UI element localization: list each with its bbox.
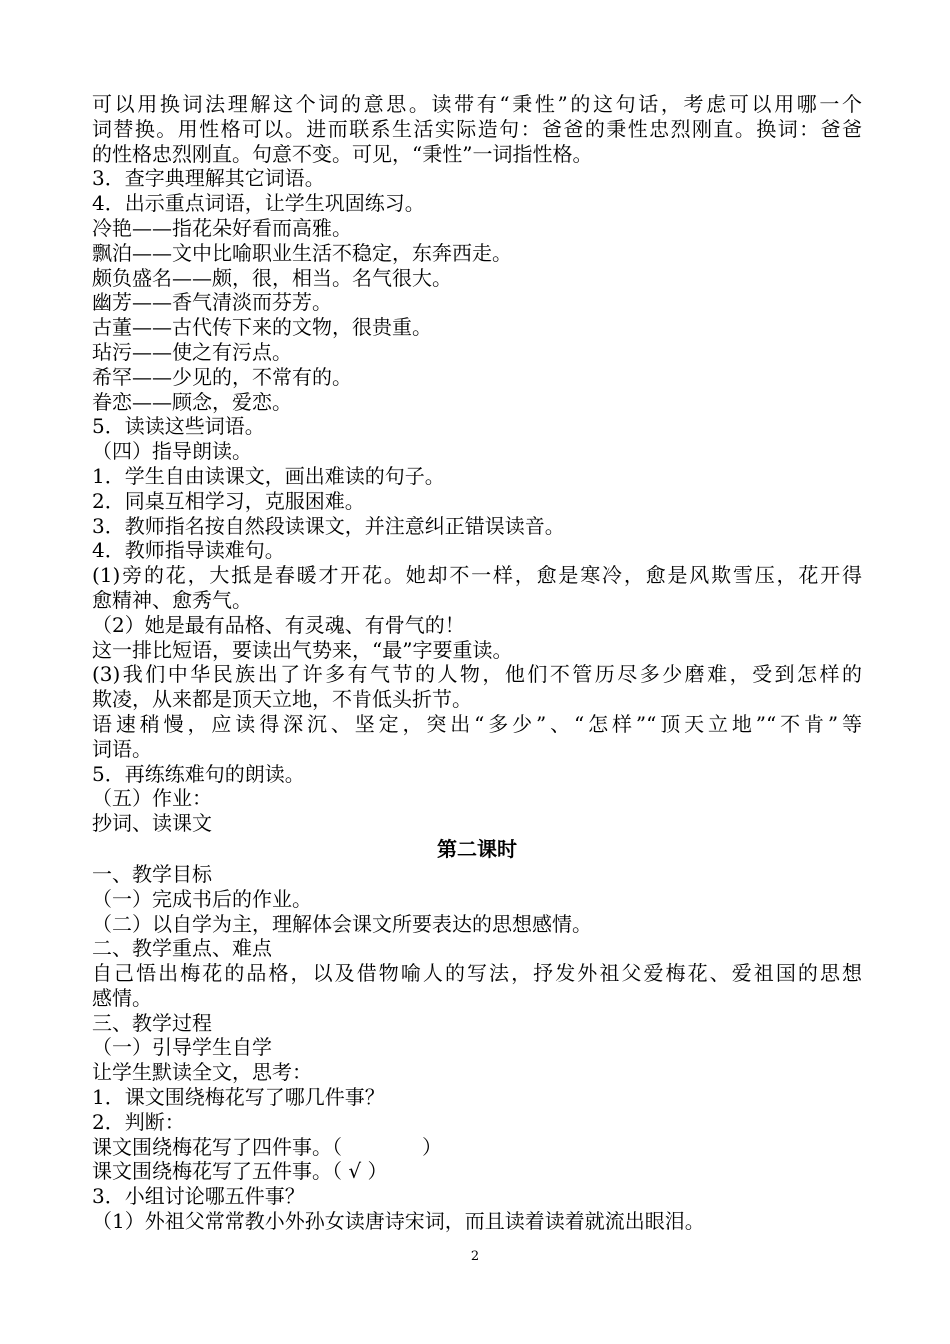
section-heading: （五）作业： <box>92 786 212 811</box>
vocabulary-item: 玷污——使之有污点。 <box>92 339 292 364</box>
list-item: 3．查字典理解其它词语。 <box>92 166 325 191</box>
paragraph-line: 词替换。用性格可以。进而联系生活实际造句：爸爸的秉性忠烈刚直。换词：爸爸 <box>92 116 862 141</box>
paragraph-line: 抄词、读课文 <box>92 811 212 836</box>
paragraph-line: 欺凌，从来都是顶天立地，不肯低头折节。 <box>92 687 472 712</box>
paragraph-line: （2）她是最有品格、有灵魂、有骨气的！ <box>92 612 465 637</box>
section-heading: （四）指导朗读。 <box>92 439 252 464</box>
section-heading: 一、教学目标 <box>92 861 212 886</box>
document-body <box>92 92 862 1234</box>
paragraph-line: 词语。 <box>92 736 152 761</box>
list-item: 4．教师指导读难句。 <box>92 538 285 563</box>
paragraph-line: (3)我们中华民族出了许多有气节的人物，他们不管历尽多少磨难，受到怎样的 <box>92 662 862 687</box>
vocabulary-item: 颇负盛名——颇，很，相当。名气很大。 <box>92 265 452 290</box>
list-item: （一）完成书后的作业。 <box>92 886 312 911</box>
vocabulary-item: 希罕——少见的，不常有的。 <box>92 364 352 389</box>
list-item: 2．判断： <box>92 1109 185 1134</box>
page-number: 2 <box>470 1249 480 1264</box>
list-item: （二）以自学为主，理解体会课文所要表达的思想感情。 <box>92 911 592 936</box>
section-heading: （一）引导学生自学 <box>92 1035 272 1060</box>
paragraph-line: 可以用换词法理解这个词的意思。读带有“秉性”的这句话，考虑可以用哪一个 <box>92 92 862 116</box>
paragraph-line: 自己悟出梅花的品格，以及借物喻人的写法，抒发外祖父爱梅花、爱祖国的思想 <box>92 961 862 986</box>
section-heading: 二、教学重点、难点 <box>92 936 272 961</box>
list-item: 3．小组讨论哪五件事？ <box>92 1184 305 1209</box>
list-item: （1）外祖父常常教小外孙女读唐诗宋词，而且读着读着就流出眼泪。 <box>92 1209 705 1234</box>
paragraph-line: 语速稍慢，应读得深沉、坚定，突出“多少”、“怎样”“顶天立地”“不肯”等 <box>92 711 862 736</box>
vocabulary-item: 冷艳——指花朵好看而高雅。 <box>92 215 352 240</box>
paragraph-line: 感情。 <box>92 985 152 1010</box>
list-item: 5．再练练难句的朗读。 <box>92 761 305 786</box>
list-item: 2．同桌互相学习，克服困难。 <box>92 488 365 513</box>
section-heading: 三、教学过程 <box>92 1010 212 1035</box>
vocabulary-item: 古董——古代传下来的文物，很贵重。 <box>92 315 432 340</box>
vocabulary-item: 飘泊——文中比喻职业生活不稳定，东奔西走。 <box>92 240 512 265</box>
vocabulary-item: 幽芳——香气清淡而芬芳。 <box>92 290 332 315</box>
paragraph-line: 这一排比短语，要读出气势来，“最”字要重读。 <box>92 637 513 662</box>
paragraph-line: 课文围绕梅花写了五件事。（ √ ） <box>92 1159 388 1184</box>
list-item: 5．读读这些词语。 <box>92 414 265 439</box>
paragraph-line: 愈精神、愈秀气。 <box>92 587 252 612</box>
vocabulary-item: 眷恋——顾念，爱恋。 <box>92 389 292 414</box>
list-item: 1．课文围绕梅花写了哪几件事？ <box>92 1085 385 1110</box>
paragraph-line: (1)旁的花，大抵是春暖才开花。她却不一样，愈是寒冷，愈是风欺雪压，花开得 <box>92 563 862 588</box>
list-item: 4．出示重点词语，让学生巩固练习。 <box>92 191 425 216</box>
list-item: 3．教师指名按自然段读课文，并注意纠正错误读音。 <box>92 513 565 538</box>
paragraph-line: 课文围绕梅花写了四件事。（ ） <box>92 1134 442 1159</box>
lesson-title: 第二课时 <box>437 836 517 861</box>
paragraph-line: 让学生默读全文，思考： <box>92 1060 312 1085</box>
list-item: 1．学生自由读课文，画出难读的句子。 <box>92 463 445 488</box>
paragraph-line: 的性格忠烈刚直。句意不变。可见，“秉性”一词指性格。 <box>92 141 593 166</box>
